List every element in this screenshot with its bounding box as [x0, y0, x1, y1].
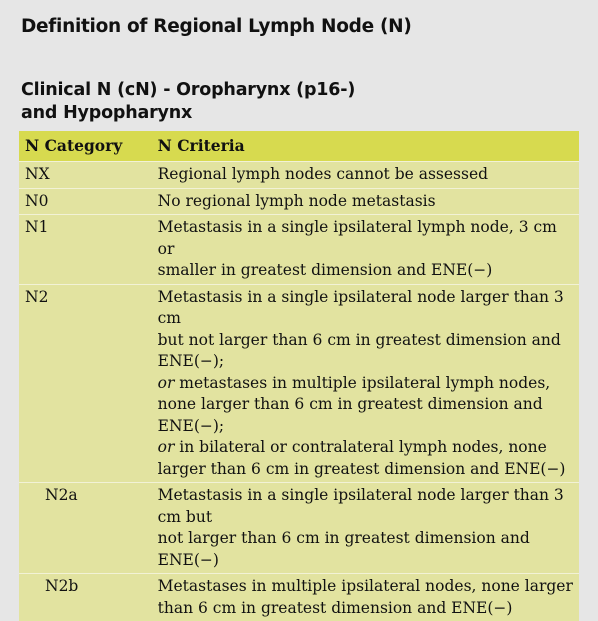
table-row: [19, 188, 579, 215]
criteria-text: none larger than 6 cm in greatest dimension and: [158, 395, 543, 413]
n-category-cell: N0: [19, 188, 152, 215]
n-category-cell: N1: [19, 215, 152, 285]
table-row: [19, 483, 579, 574]
n-criteria-table: [19, 131, 579, 621]
header-n-category: N Category: [19, 131, 152, 162]
subtitle-line: and Hypopharynx: [21, 102, 355, 125]
n-criteria-cell: [152, 574, 579, 621]
table-subtitle: [21, 79, 355, 125]
criteria-text: but not larger than 6 cm in greatest dimension and: [158, 331, 561, 349]
criteria-line: [158, 459, 573, 481]
criteria-line: [158, 416, 573, 438]
table-row: [19, 215, 579, 285]
table-row: [19, 162, 579, 189]
criteria-line: [158, 437, 573, 459]
n-category-cell: N2b: [19, 574, 152, 621]
page-title: Definition of Regional Lymph Node (N): [21, 16, 411, 37]
criteria-line: than 6 cm in greatest dimension and ENE(−): [158, 598, 573, 620]
criteria-line: Metastases in multiple ipsilateral nodes, none larger: [158, 576, 573, 598]
n-criteria-cell: [152, 483, 579, 574]
criteria-line: Metastasis in a single ipsilateral lymph node, 3 cm or: [158, 217, 573, 260]
criteria-text: ENE(−);: [158, 352, 225, 370]
table-row: [19, 574, 579, 621]
criteria-italic-or: or: [158, 438, 175, 456]
criteria-line: Regional lymph nodes cannot be assessed: [158, 164, 573, 186]
subtitle-line: Clinical N (cN) - Oropharynx (p16-): [21, 79, 355, 102]
criteria-line: Metastasis in a single ipsilateral node larger than 3 cm but: [158, 485, 573, 528]
n-criteria-cell: [152, 284, 579, 483]
criteria-text: larger than 6 cm in greatest dimension and ENE(−): [158, 460, 566, 478]
criteria-line: No regional lymph node metastasis: [158, 191, 573, 213]
criteria-line: [158, 373, 573, 395]
table-header-row: [19, 131, 579, 162]
criteria-line: [158, 394, 573, 416]
table-body: [19, 162, 579, 621]
criteria-line: smaller in greatest dimension and ENE(−): [158, 260, 573, 282]
n-criteria-cell: [152, 215, 579, 285]
criteria-line: [158, 330, 573, 352]
n-criteria-cell: [152, 162, 579, 189]
criteria-text: ENE(−);: [158, 417, 225, 435]
criteria-text: in bilateral or contralateral lymph nodes, none: [174, 438, 546, 456]
n-category-cell: NX: [19, 162, 152, 189]
n-category-cell: N2: [19, 284, 152, 483]
criteria-line: [158, 287, 573, 330]
criteria-text: metastases in multiple ipsilateral lymph nodes,: [174, 374, 550, 392]
criteria-line: [158, 351, 573, 373]
table-row: [19, 284, 579, 483]
header-n-criteria: N Criteria: [152, 131, 579, 162]
n-category-cell: N2a: [19, 483, 152, 574]
criteria-line: not larger than 6 cm in greatest dimension and ENE(−): [158, 528, 573, 571]
n-criteria-cell: [152, 188, 579, 215]
criteria-text: Metastasis in a single ipsilateral node larger than 3 cm: [158, 288, 564, 328]
criteria-italic-or: or: [158, 374, 175, 392]
